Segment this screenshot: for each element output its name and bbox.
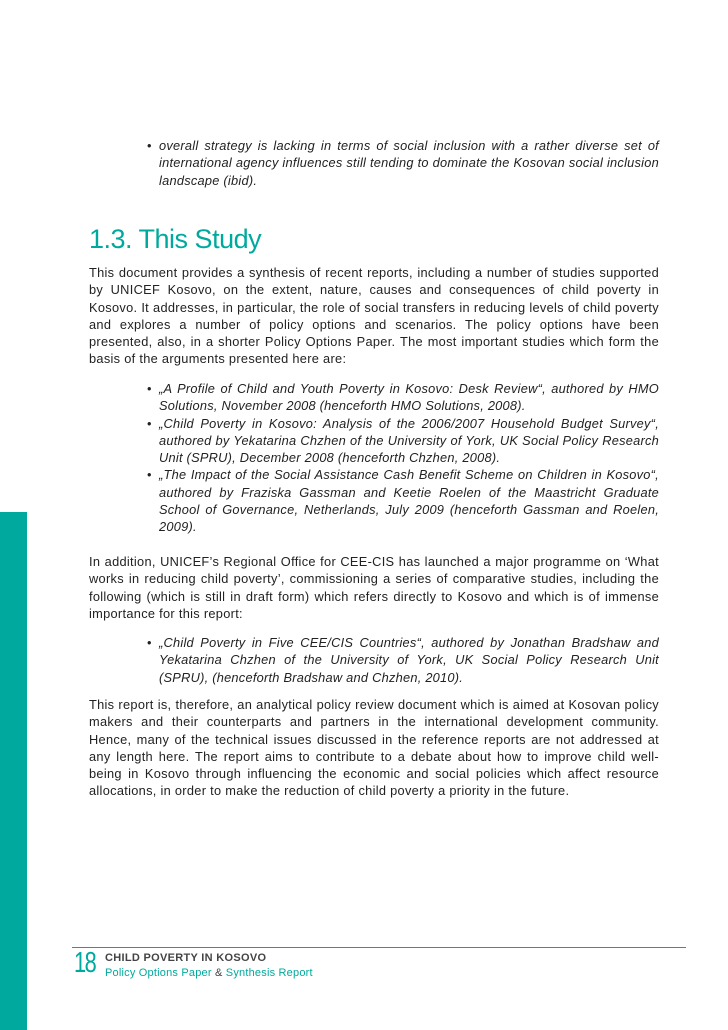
studies-list xyxy=(159,380,659,536)
footer-subtitle-part2: Synthesis Report xyxy=(225,967,313,979)
list-item: • „Child Poverty in Five CEE/CIS Countries“, authored by Jonathan Bradshaw and Yekatarina Chzhen of the University of York, UK Social Policy Research Unit (SPRU), (henceforth Bradshaw and Chzhen, 2010). xyxy=(159,634,659,686)
comparative-studies-list xyxy=(159,634,659,686)
footer-subtitle-amp: & xyxy=(214,967,223,979)
paragraph-unicef-programme: In addition, UNICEF’s Regional Office for CEE-CIS has launched a major programme on ‘What works in reducing child poverty’, commissioning a series of comparative studies, including the following (which is still in draft form) which refers directly to Kosovo and which is of immense importance for this report: xyxy=(89,554,659,621)
paragraph-intro: This document provides a synthesis of recent reports, including a number of studies supported by UNICEF Kosovo, on the extent, nature, causes and consequences of child poverty in Kosovo. It addresses, in particular, the role of social transfers in reducing levels of child poverty and explores a number of policy options and scenarios. The policy options have been presented, also, in a shorter Policy Options Paper. The most important studies which form the basis of the arguments presented here are: xyxy=(89,265,659,367)
top-bullet-list xyxy=(159,137,659,189)
paragraph-report-purpose: This report is, therefore, an analytical policy review document which is aimed at Kosovan policy makers and their counterparts and partners in the international development community. Hence, many of the technical issues discussed in the reference reports are not addressed at any length here. The report aims to contribute to a debate about how to improve child well-being in Kosovo through influencing the economic and social policies which affect resource allocations, in order to make the reduction of child poverty a priority in the future. xyxy=(89,697,659,799)
list-item: • „Child Poverty in Kosovo: Analysis of the 2006/2007 Household Budget Survey“, authored by Yekatarina Chzhen of the University of York, UK Social Policy Research Unit (SPRU), December 2008 (henceforth Chzhen, 2008). xyxy=(159,415,659,467)
footer-divider xyxy=(72,947,686,948)
footer-title: CHILD POVERTY IN KOSOVO xyxy=(105,952,267,964)
list-item: • „A Profile of Child and Youth Poverty in Kosovo: Desk Review“, authored by HMO Solutions, November 2008 (henceforth HMO Solutions, 2008). xyxy=(159,380,659,415)
page-number: 18 xyxy=(74,947,96,979)
footer-subtitle-part1: Policy Options Paper xyxy=(105,967,212,979)
side-accent-bar xyxy=(0,512,27,1030)
list-item: • overall strategy is lacking in terms of social inclusion with a rather diverse set of international agency influences still tending to dominate the Kosovan social inclusion landscape (ibid). xyxy=(159,137,659,189)
footer-subtitle xyxy=(105,967,313,979)
list-item: • „The Impact of the Social Assistance Cash Benefit Scheme on Children in Kosovo“, authored by Fraziska Gassman and Keetie Roelen of the Maastricht Graduate School of Governance, Netherlands, July 2009 (henceforth Gassman and Roelen, 2009). xyxy=(159,466,659,535)
section-heading: 1.3. This Study xyxy=(89,224,262,254)
